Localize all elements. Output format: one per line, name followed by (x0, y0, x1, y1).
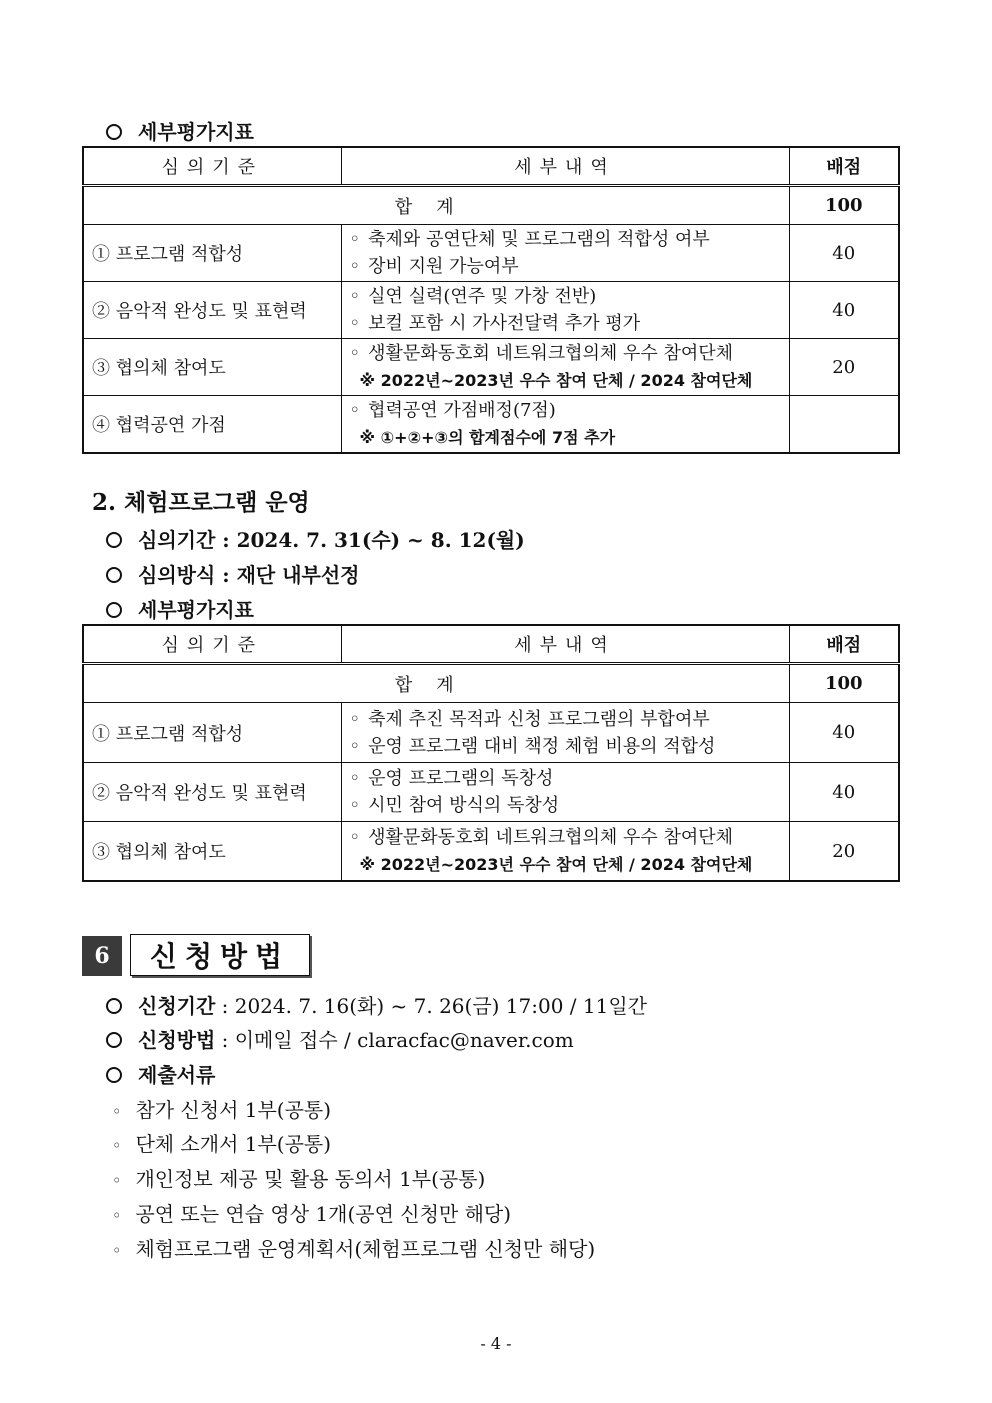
detail-note: ※ 2022년~2023년 우수 참여 단체 / 2024 참여단체 (359, 371, 753, 390)
table-header-row (83, 625, 899, 664)
detail-text: 실연 실력(연주 및 가창 전반) (368, 286, 597, 307)
section-2-heading: 2. 체험프로그램 운영 (92, 489, 310, 516)
row-score: 40 (789, 763, 899, 822)
evaluation-table-1 (82, 146, 900, 454)
circle-bullet-icon (106, 532, 122, 548)
application-method (106, 1024, 574, 1053)
table-total-row (83, 186, 899, 225)
docs-label: 제출서류 (138, 1063, 216, 1087)
circle-bullet-icon (106, 1067, 122, 1083)
list-item: ◦ 공연 또는 연습 영상 1개(공연 신청만 해당) (112, 1202, 512, 1226)
header-score: 배점 (789, 147, 899, 186)
detail-text: 축제와 공연단체 및 프로그램의 적합성 여부 (368, 229, 710, 250)
row-criteria: ④ 협력공연 가점 (83, 396, 341, 454)
method-value: : 이메일 접수 / claracfac@naver.com (215, 1028, 574, 1052)
detail-text: 운영 프로그램의 독창성 (368, 768, 554, 789)
row-details: ◦ 생활문화동호회 네트워크협의체 우수 참여단체 ※ 2022년~2023년 우수 참여 단체 / 2024 참여단체 (341, 822, 789, 882)
total-label: 합계 (83, 186, 789, 225)
detail-text: 보컬 포함 시 가사전달력 추가 평가 (368, 313, 641, 334)
row-criteria: ③ 협의체 참여도 (83, 822, 341, 882)
table2-caption: 세부평가지표 (106, 594, 254, 623)
circle-bullet-icon (106, 567, 122, 583)
table-row (83, 396, 899, 454)
list-item: ◦ 개인정보 제공 및 활용 동의서 1부(공통) (112, 1167, 486, 1191)
header-criteria: 심의기준 (83, 625, 341, 664)
row-score: 20 (789, 822, 899, 882)
row-criteria: ① 프로그램 적합성 (83, 225, 341, 282)
row-details: ◦ 생활문화동호회 네트워크협의체 우수 참여단체 ※ 2022년~2023년 우수 참여 단체 / 2024 참여단체 (341, 339, 789, 396)
row-score: 40 (789, 282, 899, 339)
section-number-badge: 6 (82, 936, 122, 976)
review-period: 심의기간 : 2024. 7. 31(수) ~ 8. 12(월) (106, 524, 525, 553)
circle-bullet-icon (106, 1032, 122, 1048)
total-value: 100 (789, 664, 899, 703)
table1-caption: 세부평가지표 (106, 116, 254, 145)
circle-bullet-icon (106, 998, 122, 1014)
row-criteria: ② 음악적 완성도 및 표현력 (83, 763, 341, 822)
total-label: 합계 (83, 664, 789, 703)
circle-bullet-icon (106, 602, 122, 618)
header-details: 세부내역 (341, 147, 789, 186)
table-row (83, 339, 899, 396)
detail-text: 협력공연 가점배정(7점) (368, 400, 556, 421)
required-documents (106, 1059, 215, 1088)
row-score: 40 (789, 225, 899, 282)
row-score: 20 (789, 339, 899, 396)
evaluation-table-2 (82, 624, 900, 882)
header-criteria: 심의기준 (83, 147, 341, 186)
table-total-row (83, 664, 899, 703)
detail-text: 운영 프로그램 대비 책정 체험 비용의 적합성 (368, 735, 716, 757)
section-title-box: 신청방법 (130, 934, 310, 976)
row-details: ◦ 축제 추진 목적과 신청 프로그램의 부합여부 ◦ 운영 프로그램 대비 책정 체험 비용의 적합성 (341, 703, 789, 763)
method-label: 신청방법 (138, 1028, 216, 1052)
row-criteria: ② 음악적 완성도 및 표현력 (83, 282, 341, 339)
row-score: 40 (789, 703, 899, 763)
list-item: ◦ 참가 신청서 1부(공통) (112, 1098, 332, 1122)
detail-text: 생활문화동호회 네트워크협의체 우수 참여단체 (368, 343, 734, 364)
table-row (83, 225, 899, 282)
row-details: ◦ 협력공연 가점배정(7점) ※ ①+②+③의 합계점수에 7점 추가 (341, 396, 789, 454)
row-details: ◦ 실연 실력(연주 및 가창 전반) ◦ 보컬 포함 시 가사전달력 추가 평가 (341, 282, 789, 339)
table-row (83, 703, 899, 763)
table-row (83, 282, 899, 339)
list-item: ◦ 체험프로그램 운영계획서(체험프로그램 신청만 해당) (112, 1237, 596, 1261)
row-details: ◦ 운영 프로그램의 독창성 ◦ 시민 참여 방식의 독창성 (341, 763, 789, 822)
detail-text: 생활문화동호회 네트워크협의체 우수 참여단체 (368, 827, 734, 848)
table-row (83, 763, 899, 822)
detail-note: ※ ①+②+③의 합계점수에 7점 추가 (359, 428, 616, 447)
row-criteria: ③ 협의체 참여도 (83, 339, 341, 396)
list-item: ◦ 단체 소개서 1부(공통) (112, 1132, 332, 1156)
period-value: : 2024. 7. 16(화) ~ 7. 26(금) 17:00 / 11일간 (215, 994, 647, 1018)
table-row (83, 822, 899, 882)
table-header-row (83, 147, 899, 186)
row-score (789, 396, 899, 454)
total-value: 100 (789, 186, 899, 225)
row-details: ◦ 축제와 공연단체 및 프로그램의 적합성 여부 ◦ 장비 지원 가능여부 (341, 225, 789, 282)
detail-note: ※ 2022년~2023년 우수 참여 단체 / 2024 참여단체 (359, 855, 753, 874)
review-method: 심의방식 : 재단 내부선정 (106, 559, 359, 588)
header-score: 배점 (789, 625, 899, 664)
row-criteria: ① 프로그램 적합성 (83, 703, 341, 763)
circle-bullet-icon (106, 124, 122, 140)
header-details: 세부내역 (341, 625, 789, 664)
page-number: - 4 - (480, 1334, 512, 1353)
detail-text: 시민 참여 방식의 독창성 (368, 795, 560, 816)
period-label: 신청기간 (138, 994, 216, 1018)
detail-text: 축제 추진 목적과 신청 프로그램의 부합여부 (368, 708, 710, 730)
application-period (106, 990, 647, 1019)
detail-text: 장비 지원 가능여부 (368, 256, 519, 277)
